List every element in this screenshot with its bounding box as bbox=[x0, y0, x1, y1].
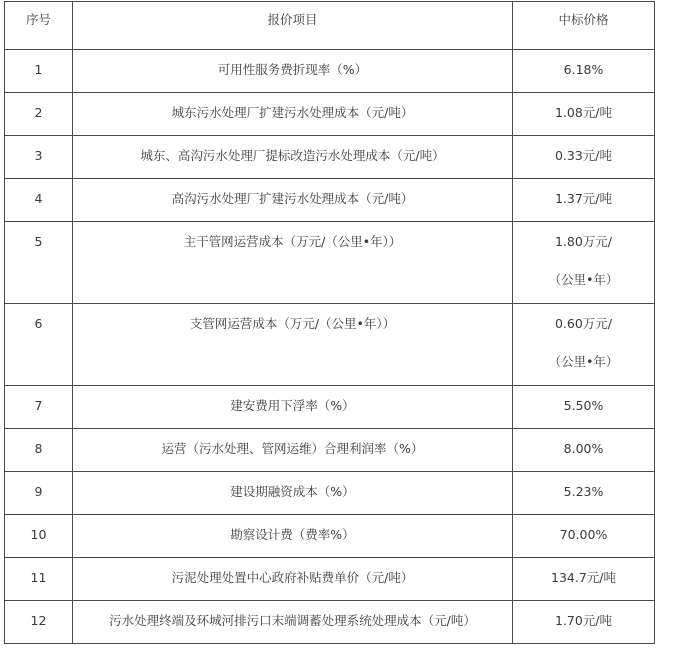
row-number: 3 bbox=[34, 148, 43, 163]
item-cell bbox=[73, 472, 513, 515]
item-name: 污泥处理处置中心政府补贴费单价（元/吨） bbox=[171, 570, 414, 585]
row-number: 1 bbox=[34, 62, 43, 77]
price-value: 1.08元/吨 bbox=[554, 105, 613, 120]
item-name: 城东污水处理厂扩建污水处理成本（元/吨） bbox=[171, 105, 414, 120]
price-value: 1.80万元/ bbox=[554, 234, 613, 249]
row-number: 4 bbox=[34, 191, 43, 206]
item-name: 支管网运营成本（万元/（公里•年）） bbox=[189, 316, 396, 331]
item-cell bbox=[73, 179, 513, 222]
table-row bbox=[5, 304, 655, 386]
price-value: 0.33元/吨 bbox=[554, 148, 613, 163]
header-price: 中标价格 bbox=[558, 12, 609, 27]
bid-price-table bbox=[4, 1, 655, 644]
item-name: 可用性服务费折现率（%） bbox=[217, 62, 368, 77]
row-number-cell bbox=[5, 222, 73, 304]
price-value: 0.60万元/ bbox=[554, 316, 613, 331]
row-number-cell bbox=[5, 515, 73, 558]
row-number-cell bbox=[5, 304, 73, 386]
header-no: 序号 bbox=[25, 12, 51, 27]
price-cell bbox=[513, 429, 655, 472]
header-item: 报价项目 bbox=[267, 12, 318, 27]
item-name: 勘察设计费（费率%） bbox=[230, 527, 355, 542]
price-cell bbox=[513, 558, 655, 601]
table-body bbox=[5, 50, 655, 644]
price-cell bbox=[513, 304, 655, 386]
table-row bbox=[5, 515, 655, 558]
header-cell bbox=[5, 2, 73, 50]
item-cell bbox=[73, 50, 513, 93]
price-cell bbox=[513, 136, 655, 179]
price-cell bbox=[513, 222, 655, 304]
price-value: （公里•年） bbox=[548, 354, 619, 369]
item-cell bbox=[73, 515, 513, 558]
item-cell bbox=[73, 429, 513, 472]
row-number: 7 bbox=[34, 398, 43, 413]
table-row bbox=[5, 386, 655, 429]
item-name: 主干管网运营成本（万元/（公里•年）） bbox=[183, 234, 402, 249]
row-number: 12 bbox=[30, 613, 47, 628]
price-cell bbox=[513, 472, 655, 515]
row-number: 11 bbox=[30, 570, 47, 585]
price-cell bbox=[513, 93, 655, 136]
row-number-cell bbox=[5, 472, 73, 515]
item-cell bbox=[73, 93, 513, 136]
row-number: 2 bbox=[34, 105, 43, 120]
item-cell bbox=[73, 386, 513, 429]
item-name: 高沟污水处理厂扩建污水处理成本（元/吨） bbox=[171, 191, 414, 206]
item-name: 建安费用下浮率（%） bbox=[230, 398, 355, 413]
price-value: 8.00% bbox=[563, 441, 604, 456]
row-number-cell bbox=[5, 386, 73, 429]
header-cell bbox=[513, 2, 655, 50]
row-number-cell bbox=[5, 50, 73, 93]
item-name: 城东、高沟污水处理厂提标改造污水处理成本（元/吨） bbox=[140, 148, 445, 163]
price-value: （公里•年） bbox=[548, 272, 619, 287]
header-cell bbox=[73, 2, 513, 50]
item-cell bbox=[73, 558, 513, 601]
row-number: 10 bbox=[30, 527, 47, 542]
item-cell bbox=[73, 601, 513, 644]
price-cell bbox=[513, 601, 655, 644]
table-row bbox=[5, 93, 655, 136]
item-name: 建设期融资成本（%） bbox=[230, 484, 355, 499]
row-number-cell bbox=[5, 179, 73, 222]
item-name: 污水处理终端及环城河排污口末端调蓄处理系统处理成本（元/吨） bbox=[109, 613, 476, 628]
row-number: 8 bbox=[34, 441, 43, 456]
row-number: 6 bbox=[34, 316, 43, 331]
item-name: 运营（污水处理、管网运维）合理利润率（%） bbox=[161, 441, 424, 456]
table-row bbox=[5, 472, 655, 515]
row-number-cell bbox=[5, 136, 73, 179]
row-number-cell bbox=[5, 601, 73, 644]
table-row bbox=[5, 601, 655, 644]
price-cell bbox=[513, 179, 655, 222]
price-cell bbox=[513, 386, 655, 429]
table-row bbox=[5, 136, 655, 179]
price-cell bbox=[513, 50, 655, 93]
row-number: 9 bbox=[34, 484, 43, 499]
item-cell bbox=[73, 304, 513, 386]
price-value: 70.00% bbox=[559, 527, 608, 542]
row-number-cell bbox=[5, 93, 73, 136]
price-value: 134.7元/吨 bbox=[551, 570, 616, 585]
item-cell bbox=[73, 136, 513, 179]
price-value: 5.23% bbox=[563, 484, 604, 499]
table-row bbox=[5, 558, 655, 601]
item-cell bbox=[73, 222, 513, 304]
table-header-row bbox=[5, 2, 655, 50]
price-cell bbox=[513, 515, 655, 558]
row-number-cell bbox=[5, 429, 73, 472]
price-value: 1.70元/吨 bbox=[554, 613, 613, 628]
price-value: 6.18% bbox=[563, 62, 604, 77]
table-row bbox=[5, 179, 655, 222]
row-number-cell bbox=[5, 558, 73, 601]
table-row bbox=[5, 429, 655, 472]
price-value: 5.50% bbox=[563, 398, 604, 413]
price-value: 1.37元/吨 bbox=[554, 191, 613, 206]
row-number: 5 bbox=[34, 234, 43, 249]
table-row bbox=[5, 222, 655, 304]
table-row bbox=[5, 50, 655, 93]
